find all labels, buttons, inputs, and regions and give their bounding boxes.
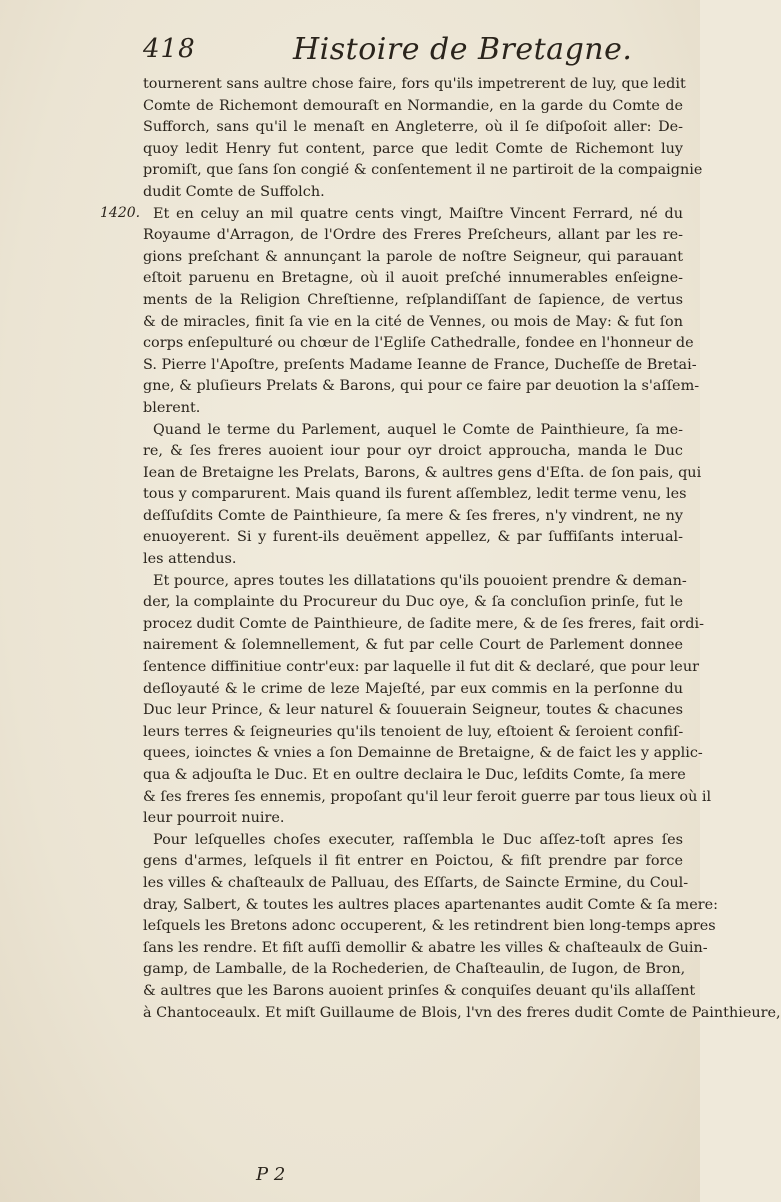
text-line: nairement & ſolemnellement, & fut par celle Court de Parlement donnee bbox=[143, 637, 683, 654]
text-line: deſloyauté & le crime de leze Majeſté, par eux commis en la perſonne du bbox=[143, 680, 683, 697]
text-line: quoy ledit Henry fut content, parce que ledit Comte de Richemont luy bbox=[143, 140, 683, 157]
text-line: Comte de Richemont demouraſt en Normandie, en la garde du Comte de bbox=[143, 97, 683, 114]
text-line: à Chantoceaulx. Et miſt Guillaume de Blois, l'vn des freres dudit Comte de Painthieure, bbox=[143, 1004, 781, 1021]
paragraph-start-line: Quand le terme du Parlement, auquel le Comte de Painthieure, ſa me- bbox=[153, 421, 683, 438]
text-line: les attendus. bbox=[143, 551, 237, 568]
text-line: les villes & chaſteaulx de Palluau, des Eſſarts, de Saincte Ermine, du Coul- bbox=[143, 874, 689, 891]
body-text bbox=[143, 74, 781, 1024]
text-line: quees, ioinctes & vnies a ſon Demainne de Bretaigne, & de faict les y applic- bbox=[143, 745, 703, 762]
text-line: & de miracles, finit ſa vie en la cité de Vennes, ou mois de May: & fut ſon bbox=[143, 313, 683, 330]
text-line: dudit Comte de Suffolch. bbox=[143, 183, 325, 200]
paragraph-start-line: Et pource, apres toutes les dillatations qu'ils pouoient prendre & deman- bbox=[153, 572, 687, 589]
text-line: eſtoit paruenu en Bretagne, où il auoit preſché innumerables enſeigne- bbox=[143, 270, 683, 287]
margin-note-year: 1420. bbox=[100, 205, 141, 221]
text-line: Sufforch, sans qu'il le menaſt en Angleterre, où il ſe diſpoſoit aller: De- bbox=[143, 119, 683, 136]
text-line: dray, Salbert, & toutes les aultres places apartenantes audit Comte & ſa mere: bbox=[143, 896, 718, 913]
text-line: re, & ſes freres auoient iour pour oyr droict approucha, manda le Duc bbox=[143, 443, 683, 460]
text-line: der, la complainte du Procureur du Duc oye, & ſa concluſion prinſe, fut le bbox=[143, 594, 683, 611]
text-line: Duc leur Prince, & leur naturel & ſouuerain Seigneur, toutes & chacunes bbox=[143, 702, 683, 719]
signature-mark: P 2 bbox=[256, 1164, 286, 1185]
text-line: & ſes freres ſes ennemis, propoſant qu'il leur feroit guerre par tous lieux où il bbox=[143, 788, 712, 805]
paragraph-start-line: Et en celuy an mil quatre cents vingt, Maiſtre Vincent Ferrard, né du bbox=[153, 205, 683, 222]
text-line: leur pourroit nuire. bbox=[143, 810, 285, 827]
text-line: qua & adjouſta le Duc. Et en oultre declaira le Duc, leſdits Comte, ſa mere bbox=[143, 767, 686, 783]
text-line: Iean de Bretaigne les Prelats, Barons, & aultres gens d'Eſta. de ſon pais, qui bbox=[143, 464, 702, 481]
text-line: leſquels les Bretons adonc occuperent, & les retindrent bien long-temps apres bbox=[143, 918, 716, 935]
text-line: gne, & pluſieurs Prelats & Barons, qui pour ce faire par deuotion la s'aſſem- bbox=[143, 378, 700, 395]
text-line: tournerent sans aultre chose faire, fors qu'ils impetrerent de luy, que ledit bbox=[143, 76, 686, 92]
text-line: corps enſepulturé ou chœur de l'Egliſe Cathedralle, fondee en l'honneur de bbox=[143, 335, 694, 352]
text-line: leurs terres & ſeigneuries qu'ils tenoient de luy, eſtoient & ſeroient confiſ- bbox=[143, 723, 684, 740]
text-line: ments de la Religion Chreſtienne, reſplandiſſant de ſapience, de vertus bbox=[143, 291, 683, 308]
text-line: ſans les rendre. Et fiſt auſſi demollir & abatre les villes & chaſteaulx de Guin- bbox=[143, 939, 708, 956]
text-line: & aultres que les Barons auoient prinſes & conquiſes deuant qu'ils allaſſent bbox=[143, 982, 696, 999]
text-line: enuoyerent. Si y furent-ils deuëment appellez, & par ſuffiſants interual- bbox=[143, 529, 683, 546]
text-line: Royaume d'Arragon, de l'Ordre des Freres Preſcheurs, allant par les re- bbox=[143, 227, 683, 244]
text-line: gamp, de Lamballe, de la Rochederien, de Chaſteaulin, de Iugon, de Bron, bbox=[143, 961, 686, 978]
page-header bbox=[143, 30, 683, 70]
text-line: ſentence diffinitiue contr'eux: par laquelle il fut dit & declaré, que pour leur bbox=[143, 659, 699, 676]
text-line: tous y comparurent. Mais quand ils furent aſſemblez, ledit terme venu, les bbox=[143, 486, 687, 503]
text-line: gens d'armes, leſquels il fit entrer en Poictou, & fiſt prendre par force bbox=[143, 853, 683, 870]
text-line: promiſt, que ſans ſon congié & conſentement il ne partiroit de la compaignie bbox=[143, 162, 703, 179]
text-line: procez dudit Comte de Painthieure, de ſadite mere, & de ſes freres, fait ordi- bbox=[143, 615, 704, 632]
paragraph-start-line: Pour leſquelles choſes executer, raſſembla le Duc aſſez-toſt apres ſes bbox=[153, 831, 683, 848]
text-line: S. Pierre l'Apoſtre, preſents Madame Ieanne de France, Ducheſſe de Bretai- bbox=[143, 356, 697, 373]
folio-number: 418 bbox=[143, 34, 196, 64]
text-line: gions preſchant & annunçant la parole de noſtre Seigneur, qui parauant bbox=[143, 248, 683, 265]
running-title: Histoire de Bretagne. bbox=[293, 32, 633, 67]
text-line: blerent. bbox=[143, 399, 201, 416]
text-line: deſſuſdits Comte de Painthieure, ſa mere & ſes freres, n'y vindrent, ne ny bbox=[143, 507, 683, 524]
